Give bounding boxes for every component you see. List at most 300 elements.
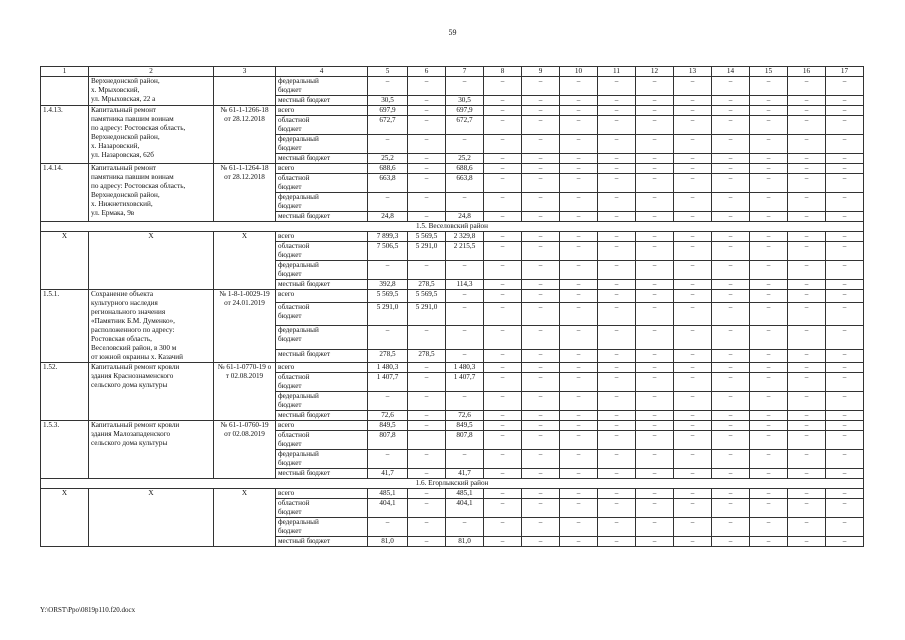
budget-label [276, 164, 368, 174]
value-cell: – [484, 450, 522, 469]
budget-label-line: федеральный [278, 193, 319, 201]
value-cell: – [408, 421, 446, 431]
budget-label [276, 469, 368, 479]
value-cell: – [636, 77, 674, 96]
value-cell: – [636, 154, 674, 164]
item-name-line: х. Мрыховский, [91, 86, 140, 94]
value-cell: – [484, 154, 522, 164]
value-cell: 5 569,5 [408, 290, 446, 303]
budget-label [276, 290, 368, 303]
value-cell: – [408, 77, 446, 96]
item-number: 1.4.14. [41, 164, 89, 222]
item-name-line: культурного наследия [91, 299, 158, 307]
item-number: X [41, 232, 89, 290]
value-cell: – [788, 154, 826, 164]
value-cell: – [368, 77, 408, 96]
value-cell: – [522, 499, 560, 518]
value-cell: – [408, 469, 446, 479]
budget-table [40, 66, 864, 547]
value-cell: – [788, 106, 826, 116]
value-cell: – [712, 373, 750, 392]
item-name-line: Сохранение объекта [91, 290, 154, 298]
value-cell: 663,8 [446, 174, 484, 193]
budget-label [276, 193, 368, 212]
value-cell: – [598, 164, 636, 174]
item-name-line: Капитальный ремонт [91, 164, 157, 172]
value-cell: 697,9 [446, 106, 484, 116]
value-cell: – [674, 154, 712, 164]
item-name-line: памятника павшим воинам [91, 173, 174, 181]
item-document-line: т 02.08.2019 [225, 372, 264, 380]
value-cell: – [636, 499, 674, 518]
value-cell: 25,2 [446, 154, 484, 164]
item-name-line: здания Краснознаменского [91, 372, 174, 380]
header-cell: 4 [276, 67, 368, 77]
value-cell: 5 291,0 [368, 302, 408, 326]
value-cell: – [446, 392, 484, 411]
budget-label [276, 518, 368, 537]
value-cell: – [598, 518, 636, 537]
value-cell: 807,8 [446, 431, 484, 450]
value-cell: – [712, 431, 750, 450]
value-cell: – [674, 350, 712, 363]
value-cell: – [788, 96, 826, 106]
value-cell: – [368, 326, 408, 350]
item-document-line: от 02.08.2019 [224, 430, 265, 438]
value-cell: – [788, 411, 826, 421]
budget-label-line: всего [278, 489, 295, 497]
value-cell: – [712, 96, 750, 106]
value-cell: – [484, 290, 522, 303]
item-document-line: № 61-1-1266-18 [220, 106, 269, 114]
value-cell: – [750, 174, 788, 193]
value-cell: – [636, 450, 674, 469]
budget-label [276, 77, 368, 96]
value-cell: – [750, 242, 788, 261]
value-cell: – [484, 116, 522, 135]
budget-label-line: всего [278, 232, 295, 240]
value-cell: – [674, 164, 712, 174]
value-cell: – [712, 154, 750, 164]
value-cell: – [826, 499, 864, 518]
value-cell: – [750, 392, 788, 411]
budget-label [276, 96, 368, 106]
item-document [214, 106, 276, 164]
value-cell: – [408, 261, 446, 280]
value-cell: – [408, 537, 446, 547]
value-cell: – [712, 363, 750, 373]
value-cell: – [826, 106, 864, 116]
value-cell: – [674, 499, 712, 518]
value-cell: – [674, 116, 712, 135]
section-title: 1.6. Егорлыкский район [41, 479, 864, 489]
table-body [41, 67, 864, 547]
item-name-line: регионального значения [91, 308, 166, 316]
budget-label [276, 411, 368, 421]
value-cell: – [750, 537, 788, 547]
item-name-line: сельского дома культуры [91, 439, 168, 447]
budget-label-line: областной [278, 174, 310, 182]
value-cell: – [408, 96, 446, 106]
header-cell: 12 [636, 67, 674, 77]
value-cell: 1 480,3 [368, 363, 408, 373]
value-cell: – [636, 350, 674, 363]
value-cell: 72,6 [446, 411, 484, 421]
value-cell: – [522, 212, 560, 222]
item-name-line: Верхнедонской район, [91, 77, 160, 85]
value-cell: – [712, 77, 750, 96]
value-cell: – [750, 77, 788, 96]
header-cell: 17 [826, 67, 864, 77]
budget-label-line: местный бюджет [278, 350, 331, 359]
value-cell: 278,5 [368, 350, 408, 363]
value-cell: – [408, 489, 446, 499]
value-cell: – [560, 421, 598, 431]
value-cell: – [826, 135, 864, 154]
value-cell: 5 569,5 [408, 232, 446, 242]
table-row [41, 489, 864, 499]
value-cell: – [484, 421, 522, 431]
value-cell: – [484, 326, 522, 350]
item-name-line: Капитальный ремонт кровли [91, 363, 180, 371]
table-row [41, 290, 864, 303]
value-cell: – [636, 106, 674, 116]
value-cell: – [674, 212, 712, 222]
budget-label-line: областной [278, 499, 310, 507]
value-cell: – [750, 154, 788, 164]
value-cell: – [598, 421, 636, 431]
budget-label-line: федеральный [278, 135, 319, 143]
value-cell: – [750, 431, 788, 450]
value-cell: 5 291,0 [408, 302, 446, 326]
budget-label-line: местный бюджет [278, 212, 331, 220]
value-cell: – [750, 164, 788, 174]
value-cell: – [750, 135, 788, 154]
value-cell: – [636, 489, 674, 499]
value-cell: – [636, 469, 674, 479]
budget-label-line: всего [278, 290, 295, 298]
header-cell: 5 [368, 67, 408, 77]
value-cell: – [484, 518, 522, 537]
item-number: 1.52. [41, 363, 89, 421]
value-cell: – [826, 373, 864, 392]
value-cell: – [484, 411, 522, 421]
value-cell: – [598, 280, 636, 290]
value-cell: – [522, 174, 560, 193]
value-cell: – [598, 77, 636, 96]
value-cell: – [560, 518, 598, 537]
value-cell: – [750, 489, 788, 499]
header-cell: 1 [41, 67, 89, 77]
value-cell: – [522, 363, 560, 373]
value-cell: – [446, 77, 484, 96]
value-cell: – [598, 469, 636, 479]
value-cell: – [484, 537, 522, 547]
budget-label [276, 450, 368, 469]
budget-label-line: бюджет [278, 270, 302, 278]
value-cell: – [788, 350, 826, 363]
value-cell: 807,8 [368, 431, 408, 450]
value-cell [408, 431, 446, 450]
value-cell: – [712, 537, 750, 547]
value-cell: – [522, 290, 560, 303]
value-cell: – [560, 193, 598, 212]
value-cell: 24,8 [368, 212, 408, 222]
budget-label-line: федеральный [278, 326, 319, 335]
value-cell: – [750, 421, 788, 431]
value-cell: – [446, 290, 484, 303]
value-cell: – [484, 96, 522, 106]
value-cell: – [522, 261, 560, 280]
value-cell: – [674, 174, 712, 193]
budget-label-line: бюджет [278, 125, 302, 133]
value-cell: – [522, 518, 560, 537]
budget-label [276, 363, 368, 373]
value-cell: 41,7 [368, 469, 408, 479]
value-cell: – [674, 261, 712, 280]
item-document-line: от 24.01.2019 [224, 299, 265, 307]
value-cell: – [788, 261, 826, 280]
value-cell: 404,1 [368, 499, 408, 518]
item-number: X [41, 489, 89, 547]
value-cell: – [788, 212, 826, 222]
value-cell: – [484, 212, 522, 222]
value-cell: 24,8 [446, 212, 484, 222]
value-cell: 392,8 [368, 280, 408, 290]
value-cell: – [408, 154, 446, 164]
budget-label [276, 489, 368, 499]
item-name [89, 232, 214, 290]
item-name-line: Ростовская область, [91, 335, 152, 343]
item-document [214, 164, 276, 222]
value-cell: – [484, 261, 522, 280]
value-cell: – [750, 193, 788, 212]
value-cell: – [446, 326, 484, 350]
value-cell: – [522, 537, 560, 547]
table-row [41, 106, 864, 116]
value-cell: 2 215,5 [446, 242, 484, 261]
value-cell: – [788, 193, 826, 212]
value-cell: – [750, 411, 788, 421]
value-cell: – [522, 135, 560, 154]
value-cell: – [826, 537, 864, 547]
value-cell: – [712, 326, 750, 350]
value-cell: – [826, 450, 864, 469]
value-cell: – [636, 373, 674, 392]
budget-label-line: бюджет [278, 401, 302, 409]
value-cell: – [446, 450, 484, 469]
value-cell: – [674, 290, 712, 303]
item-document-line: от 28.12.2018 [224, 115, 265, 123]
item-name-line: X [148, 232, 154, 240]
value-cell: – [484, 106, 522, 116]
value-cell: – [674, 302, 712, 326]
value-cell: – [598, 116, 636, 135]
value-cell: – [826, 261, 864, 280]
value-cell: 72,6 [368, 411, 408, 421]
value-cell: 30,5 [446, 96, 484, 106]
budget-label-line: областной [278, 431, 310, 439]
value-cell: – [712, 469, 750, 479]
item-number [41, 77, 89, 106]
value-cell: – [368, 518, 408, 537]
budget-label [276, 431, 368, 450]
value-cell: – [368, 392, 408, 411]
value-cell: – [674, 77, 712, 96]
table-row [41, 164, 864, 174]
item-document [214, 489, 276, 547]
value-cell: 81,0 [368, 537, 408, 547]
value-cell: – [408, 326, 446, 350]
value-cell: – [446, 350, 484, 363]
value-cell: – [408, 212, 446, 222]
value-cell: – [484, 469, 522, 479]
value-cell: – [408, 373, 446, 392]
value-cell: – [446, 193, 484, 212]
value-cell: – [522, 469, 560, 479]
value-cell: – [408, 116, 446, 135]
item-name [89, 489, 214, 547]
item-name [89, 77, 214, 106]
item-name-line: Веселовский район, в 300 м [91, 344, 177, 352]
value-cell: – [484, 392, 522, 411]
budget-label-line: местный бюджет [278, 411, 331, 419]
value-cell: – [788, 469, 826, 479]
section-row [41, 222, 864, 232]
value-cell: – [560, 96, 598, 106]
item-name-line: по адресу: Ростовская область, [91, 182, 186, 190]
item-number: 1.5.3. [41, 421, 89, 479]
budget-label [276, 421, 368, 431]
value-cell: – [750, 261, 788, 280]
value-cell: – [826, 242, 864, 261]
value-cell: – [636, 135, 674, 154]
value-cell: – [446, 261, 484, 280]
item-name-line: ул. Назаровская, 62б [91, 151, 154, 159]
value-cell: – [368, 135, 408, 154]
budget-label-line: федеральный [278, 518, 319, 526]
budget-label [276, 116, 368, 135]
table-row [41, 363, 864, 373]
value-cell: – [560, 77, 598, 96]
item-name-line: ул. Мрыховская, 22 а [91, 95, 156, 103]
value-cell: – [674, 537, 712, 547]
value-cell: – [674, 242, 712, 261]
value-cell: – [598, 450, 636, 469]
value-cell: – [674, 518, 712, 537]
budget-label-line: бюджет [278, 527, 302, 535]
item-number: 1.4.13. [41, 106, 89, 164]
value-cell: – [750, 280, 788, 290]
value-cell: – [636, 411, 674, 421]
value-cell: – [712, 302, 750, 326]
item-document-line: № 61-1-1264-18 [220, 164, 269, 172]
value-cell: – [408, 518, 446, 537]
value-cell: – [598, 363, 636, 373]
value-cell: 688,6 [446, 164, 484, 174]
value-cell: – [788, 280, 826, 290]
budget-label [276, 499, 368, 518]
value-cell: – [674, 373, 712, 392]
value-cell: – [484, 174, 522, 193]
value-cell: – [368, 193, 408, 212]
budget-label [276, 154, 368, 164]
value-cell: 697,9 [368, 106, 408, 116]
value-cell: – [598, 431, 636, 450]
value-cell: – [446, 518, 484, 537]
value-cell: – [598, 489, 636, 499]
item-name-line: по адресу: Ростовская область, [91, 124, 186, 132]
value-cell: – [674, 232, 712, 242]
value-cell: – [826, 431, 864, 450]
value-cell: – [712, 518, 750, 537]
value-cell: 278,5 [408, 350, 446, 363]
value-cell: – [598, 261, 636, 280]
budget-label [276, 326, 368, 350]
value-cell: – [522, 489, 560, 499]
value-cell: 849,5 [368, 421, 408, 431]
item-name-line: памятника павшим воинам [91, 115, 174, 123]
item-document-line: от 28.12.2018 [224, 173, 265, 181]
value-cell: – [712, 261, 750, 280]
value-cell: – [750, 290, 788, 303]
value-cell: – [598, 135, 636, 154]
budget-label [276, 280, 368, 290]
value-cell: – [446, 302, 484, 326]
budget-label-line: местный бюджет [278, 96, 331, 104]
value-cell: – [560, 450, 598, 469]
value-cell: – [522, 164, 560, 174]
budget-label-line: местный бюджет [278, 280, 331, 288]
value-cell: – [560, 232, 598, 242]
value-cell: – [712, 135, 750, 154]
value-cell: – [826, 302, 864, 326]
value-cell: – [522, 106, 560, 116]
value-cell: 404,1 [446, 499, 484, 518]
header-row [41, 67, 864, 77]
value-cell: – [408, 363, 446, 373]
value-cell: – [598, 350, 636, 363]
budget-label-line: областной [278, 302, 310, 311]
value-cell: – [788, 431, 826, 450]
budget-label-line: федеральный [278, 261, 319, 269]
item-name [89, 421, 214, 479]
value-cell: – [826, 212, 864, 222]
value-cell: – [636, 392, 674, 411]
value-cell: 278,5 [408, 280, 446, 290]
value-cell: – [788, 450, 826, 469]
value-cell: – [826, 164, 864, 174]
value-cell: – [560, 174, 598, 193]
value-cell: – [750, 469, 788, 479]
value-cell: – [446, 135, 484, 154]
value-cell: – [712, 193, 750, 212]
value-cell: – [826, 77, 864, 96]
value-cell: – [826, 193, 864, 212]
value-cell: – [522, 154, 560, 164]
value-cell: – [674, 469, 712, 479]
item-document-line: X [241, 232, 248, 240]
item-name [89, 363, 214, 421]
header-cell: 6 [408, 67, 446, 77]
value-cell: – [598, 174, 636, 193]
value-cell: – [560, 373, 598, 392]
budget-label-line: местный бюджет [278, 469, 331, 477]
value-cell: – [408, 106, 446, 116]
value-cell: 41,7 [446, 469, 484, 479]
budget-label-line: федеральный [278, 450, 319, 458]
value-cell: – [826, 469, 864, 479]
